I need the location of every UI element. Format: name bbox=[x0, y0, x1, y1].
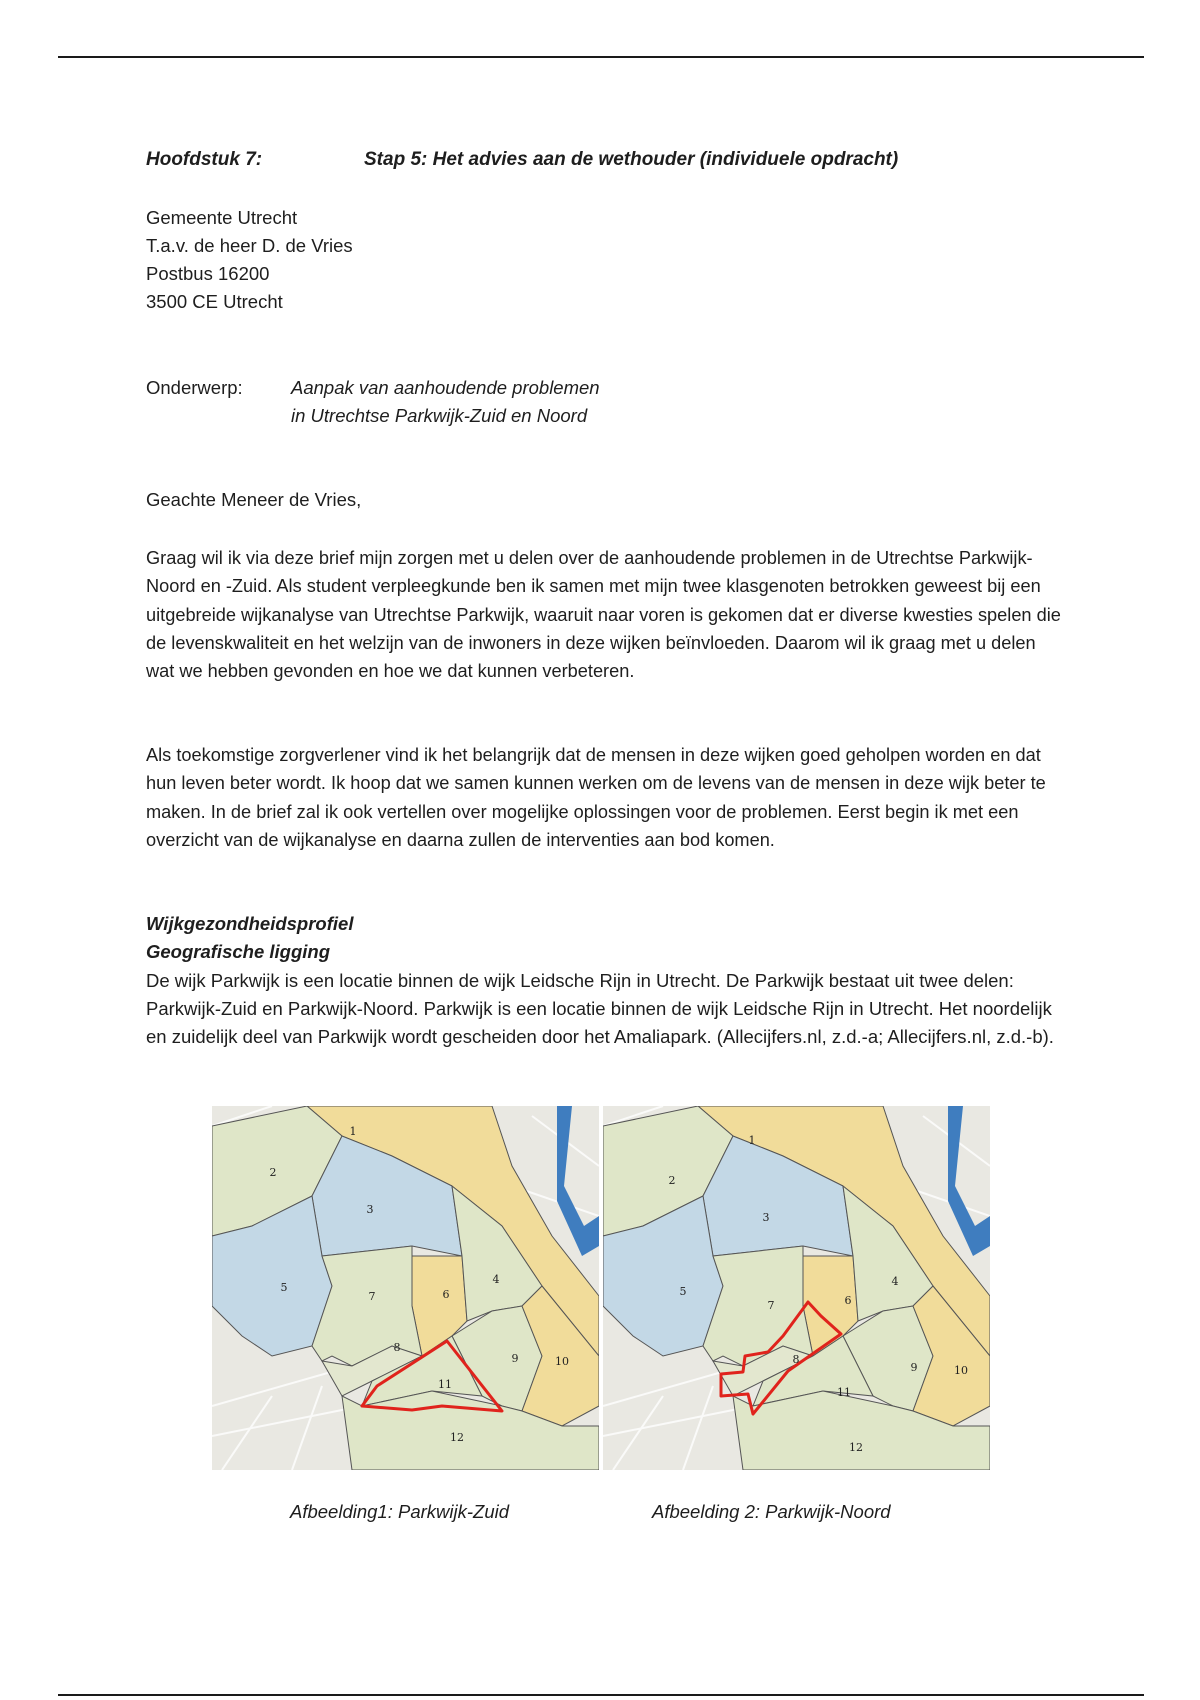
map-number: 9 bbox=[511, 1352, 519, 1365]
map-number: 10 bbox=[954, 1364, 968, 1377]
map-number: 5 bbox=[679, 1285, 687, 1298]
top-rule bbox=[58, 56, 1144, 58]
chapter-label: Hoofdstuk 7: bbox=[146, 149, 263, 170]
map-number: 6 bbox=[442, 1288, 450, 1301]
greeting: Geachte Meneer de Vries, bbox=[146, 489, 362, 510]
map-number: 7 bbox=[368, 1290, 376, 1303]
map-number: 12 bbox=[450, 1431, 464, 1444]
map-parkwijk-zuid bbox=[212, 1106, 599, 1470]
caption-parkwijk-zuid: Afbeelding1: Parkwijk-Zuid bbox=[290, 1501, 510, 1522]
address-line: 3500 CE Utrecht bbox=[146, 291, 283, 312]
map-number: 9 bbox=[910, 1361, 918, 1374]
address-block bbox=[146, 204, 353, 316]
subject-label: Onderwerp: bbox=[146, 377, 243, 398]
subject-line: in Utrechtse Parkwijk-Zuid en Noord bbox=[291, 405, 588, 426]
section-subtitle: Geografische ligging bbox=[146, 941, 330, 963]
subject-value bbox=[291, 374, 600, 430]
map-number: 4 bbox=[891, 1275, 899, 1288]
caption-parkwijk-noord: Afbeelding 2: Parkwijk-Noord bbox=[652, 1501, 891, 1522]
map-number: 3 bbox=[762, 1211, 770, 1224]
map-number: 2 bbox=[668, 1174, 676, 1187]
address-line: Postbus 16200 bbox=[146, 263, 270, 284]
map-number: 8 bbox=[792, 1353, 800, 1366]
map-number: 1 bbox=[349, 1125, 357, 1138]
map-number: 11 bbox=[438, 1378, 452, 1391]
address-line: T.a.v. de heer D. de Vries bbox=[146, 235, 353, 256]
map-number: 11 bbox=[837, 1386, 851, 1399]
map-parkwijk-noord bbox=[603, 1106, 990, 1470]
map-number: 2 bbox=[269, 1166, 277, 1179]
paragraph-intro: Graag wil ik via deze brief mijn zorgen met u delen over de aanhoudende problemen in de Utrechtse Parkwijk-Noord en -Zuid. Als student verpleegkunde ben ik samen met mijn twee klasgenoten betrokken geweest bij een uitgebreide wijkanalyse van Utrechtse Parkwijk, waaruit naar voren is gekomen dat er diverse kwesties spelen die de levenskwaliteit en het welzijn van de inwoners in deze wijken beïnvloeden. Daarom wil ik graag met u delen wat we hebben gevonden en hoe we dat kunnen verbeteren. bbox=[146, 548, 1061, 682]
map-number: 1 bbox=[748, 1134, 756, 1147]
map-number: 3 bbox=[366, 1203, 374, 1216]
bottom-rule bbox=[58, 1694, 1144, 1696]
map-number: 12 bbox=[849, 1441, 863, 1454]
step-title: Stap 5: Het advies aan de wethouder (individuele opdracht) bbox=[364, 149, 899, 170]
map-number: 6 bbox=[844, 1294, 852, 1307]
address-line: Gemeente Utrecht bbox=[146, 207, 298, 228]
section-body: De wijk Parkwijk is een locatie binnen de wijk Leidsche Rijn in Utrecht. De Parkwijk bestaat uit twee delen: Parkwijk-Zuid en Parkwijk-Noord. Parkwijk is een locatie binnen de wijk Leidsche Rijn in Utrecht. Het noordelijk en zuidelijk deel van Parkwijk wordt gescheiden door het Amaliapark. (Allecijfers.nl, z.d.-a; Allecijfers.nl, z.d.-b). bbox=[146, 969, 1054, 1048]
map-number: 4 bbox=[492, 1273, 500, 1286]
map-number: 8 bbox=[393, 1341, 401, 1354]
map-number: 10 bbox=[555, 1355, 569, 1368]
subject-line: Aanpak van aanhoudende problemen bbox=[291, 377, 600, 398]
section-profile bbox=[146, 910, 1064, 1051]
section-title: Wijkgezondheidsprofiel bbox=[146, 913, 354, 934]
paragraph-goal: Als toekomstige zorgverlener vind ik het belangrijk dat de mensen in deze wijken goed geholpen worden en dat hun leven beter wordt. Ik hoop dat we samen kunnen werken om de levens van de mensen in deze wijk beter te maken. In de brief zal ik ook vertellen over mogelijke oplossingen voor de problemen. Eerst begin ik met een overzicht van de wijkanalyse en daarna zullen de interventies aan bod komen. bbox=[146, 745, 1046, 850]
map-number: 7 bbox=[767, 1299, 775, 1312]
map-number: 5 bbox=[280, 1281, 288, 1294]
